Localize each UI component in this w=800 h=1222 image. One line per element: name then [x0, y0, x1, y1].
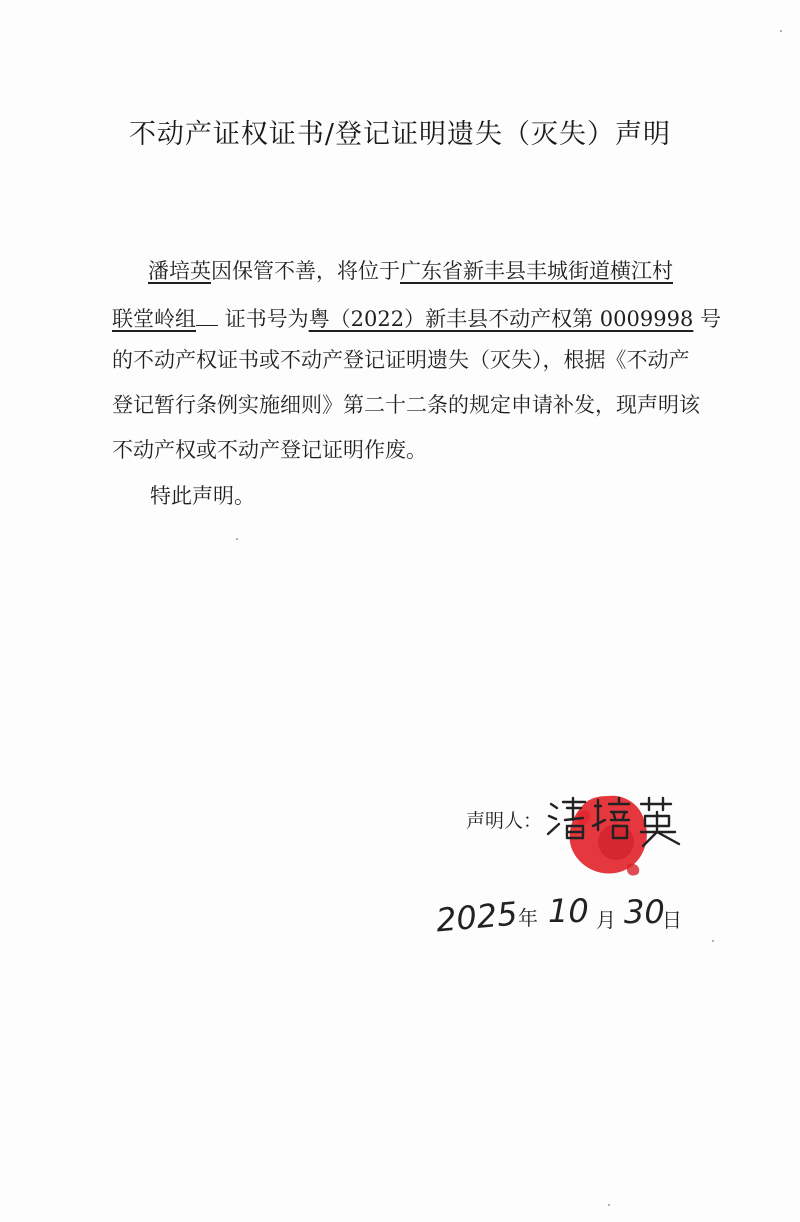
date-month: 10: [548, 892, 589, 930]
paragraph-line-4: 登记暂行条例实施细则》第二十二条的规定申请补发，现声明该: [112, 393, 700, 417]
declarant-label: 声明人：: [466, 810, 543, 832]
handwritten-signature: [545, 790, 685, 850]
certificate-number: 粤（2022）新丰县不动产权第 0009998: [308, 307, 694, 331]
property-address-part2: 联堂岭组: [112, 307, 196, 331]
paper-speck: [608, 1204, 610, 1206]
date-month-unit: 月: [596, 908, 616, 932]
declarant-name: 潘培英: [148, 259, 211, 283]
date-day: 30: [624, 893, 665, 931]
date-year-unit: 年: [518, 906, 538, 930]
paragraph-line-3: 的不动产权证书或不动产登记证明遗失（灭失），根据《不动产: [112, 348, 690, 372]
paragraph-line-1: [148, 256, 673, 286]
paper-speck: [712, 940, 714, 942]
paragraph-line-2: [112, 300, 721, 334]
closing-statement: 特此声明。: [150, 484, 255, 508]
date-day-unit: 日: [662, 908, 682, 932]
blank-underline: [196, 300, 218, 326]
paper-speck: [780, 30, 782, 32]
body-text: 号: [700, 307, 722, 331]
document-title: 不动产证权证书/登记证明遗失（灭失）声明: [128, 119, 672, 150]
paragraph-line-5: 不动产权或不动产登记证明作废。: [112, 438, 427, 462]
body-text: 因保管不善，将位于: [211, 259, 400, 283]
property-address-part1: 广东省新丰县丰城街道横江村: [400, 259, 673, 283]
date-year: 2025: [434, 894, 519, 940]
paper-speck: [236, 538, 238, 540]
body-text: 证书号为: [224, 307, 309, 331]
